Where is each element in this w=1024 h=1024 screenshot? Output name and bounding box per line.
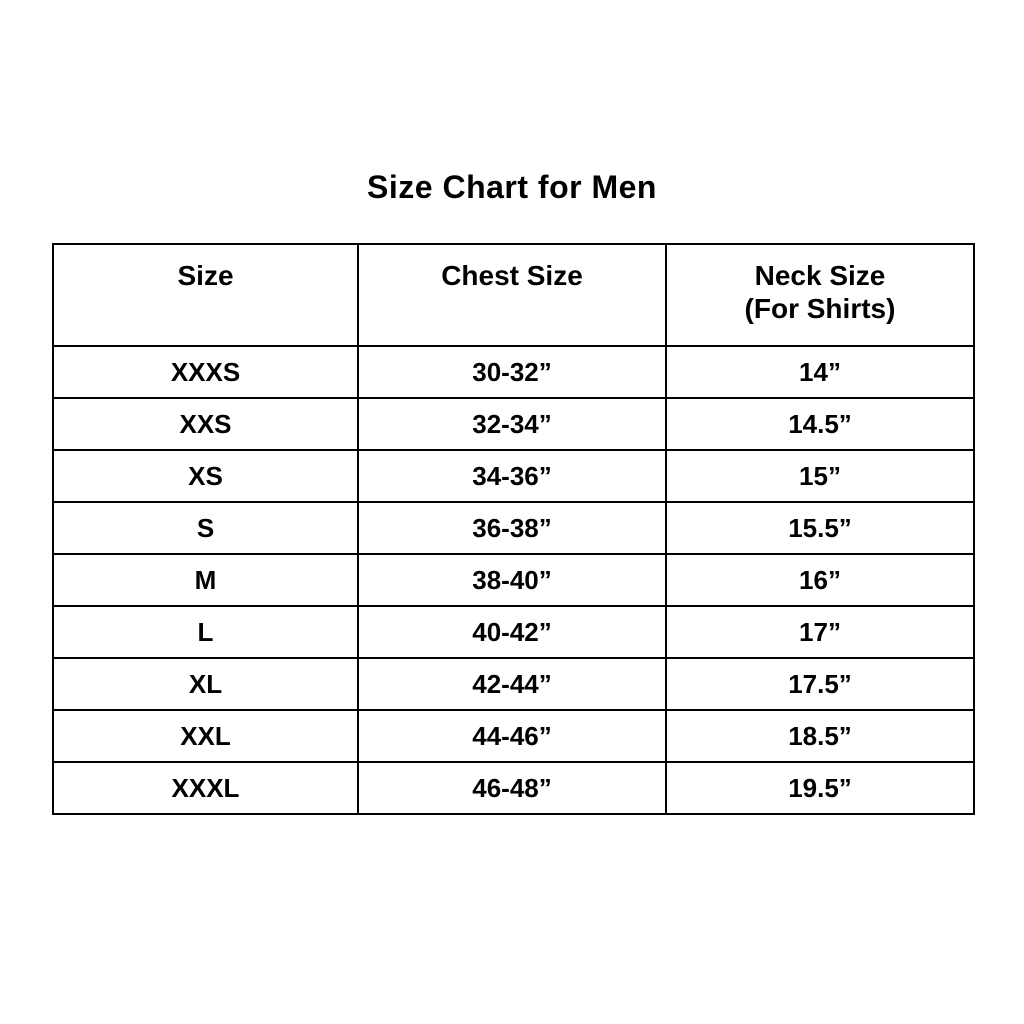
neck-size-cell: 17.5” xyxy=(666,658,974,710)
table-row xyxy=(53,710,974,762)
chest-size-cell: 34-36” xyxy=(358,450,666,502)
neck-size-cell: 15.5” xyxy=(666,502,974,554)
header-line1: Chest Size xyxy=(441,260,583,291)
size-cell: M xyxy=(53,554,358,606)
table-row xyxy=(53,606,974,658)
size-cell: XXL xyxy=(53,710,358,762)
neck-size-cell: 14” xyxy=(666,346,974,398)
table-row xyxy=(53,762,974,814)
chest-size-cell: 42-44” xyxy=(358,658,666,710)
chest-size-cell: 38-40” xyxy=(358,554,666,606)
neck-size-column-header xyxy=(666,244,974,346)
chest-size-column-header xyxy=(358,244,666,346)
chest-size-cell: 32-34” xyxy=(358,398,666,450)
size-cell: S xyxy=(53,502,358,554)
chest-size-cell: 40-42” xyxy=(358,606,666,658)
chest-size-cell: 46-48” xyxy=(358,762,666,814)
size-cell: XXS xyxy=(53,398,358,450)
header-row xyxy=(53,244,974,346)
neck-size-cell: 17” xyxy=(666,606,974,658)
table-row xyxy=(53,502,974,554)
size-chart-table xyxy=(52,243,975,815)
table-row xyxy=(53,450,974,502)
table-row xyxy=(53,346,974,398)
neck-size-cell: 19.5” xyxy=(666,762,974,814)
header-line2: (For Shirts) xyxy=(744,293,896,324)
size-cell: XS xyxy=(53,450,358,502)
table-row xyxy=(53,554,974,606)
header-line1: Neck Size xyxy=(754,260,886,291)
neck-size-cell: 14.5” xyxy=(666,398,974,450)
size-cell: XXXS xyxy=(53,346,358,398)
table-row xyxy=(53,658,974,710)
chest-size-cell: 30-32” xyxy=(358,346,666,398)
chest-size-cell: 36-38” xyxy=(358,502,666,554)
table-row xyxy=(53,398,974,450)
neck-size-cell: 16” xyxy=(666,554,974,606)
size-column-header xyxy=(53,244,358,346)
chest-size-cell: 44-46” xyxy=(358,710,666,762)
neck-size-cell: 18.5” xyxy=(666,710,974,762)
header-line1: Size xyxy=(177,260,234,291)
size-cell: XL xyxy=(53,658,358,710)
size-cell: L xyxy=(53,606,358,658)
chart-title: Size Chart for Men xyxy=(367,169,657,205)
size-cell: XXXL xyxy=(53,762,358,814)
neck-size-cell: 15” xyxy=(666,450,974,502)
